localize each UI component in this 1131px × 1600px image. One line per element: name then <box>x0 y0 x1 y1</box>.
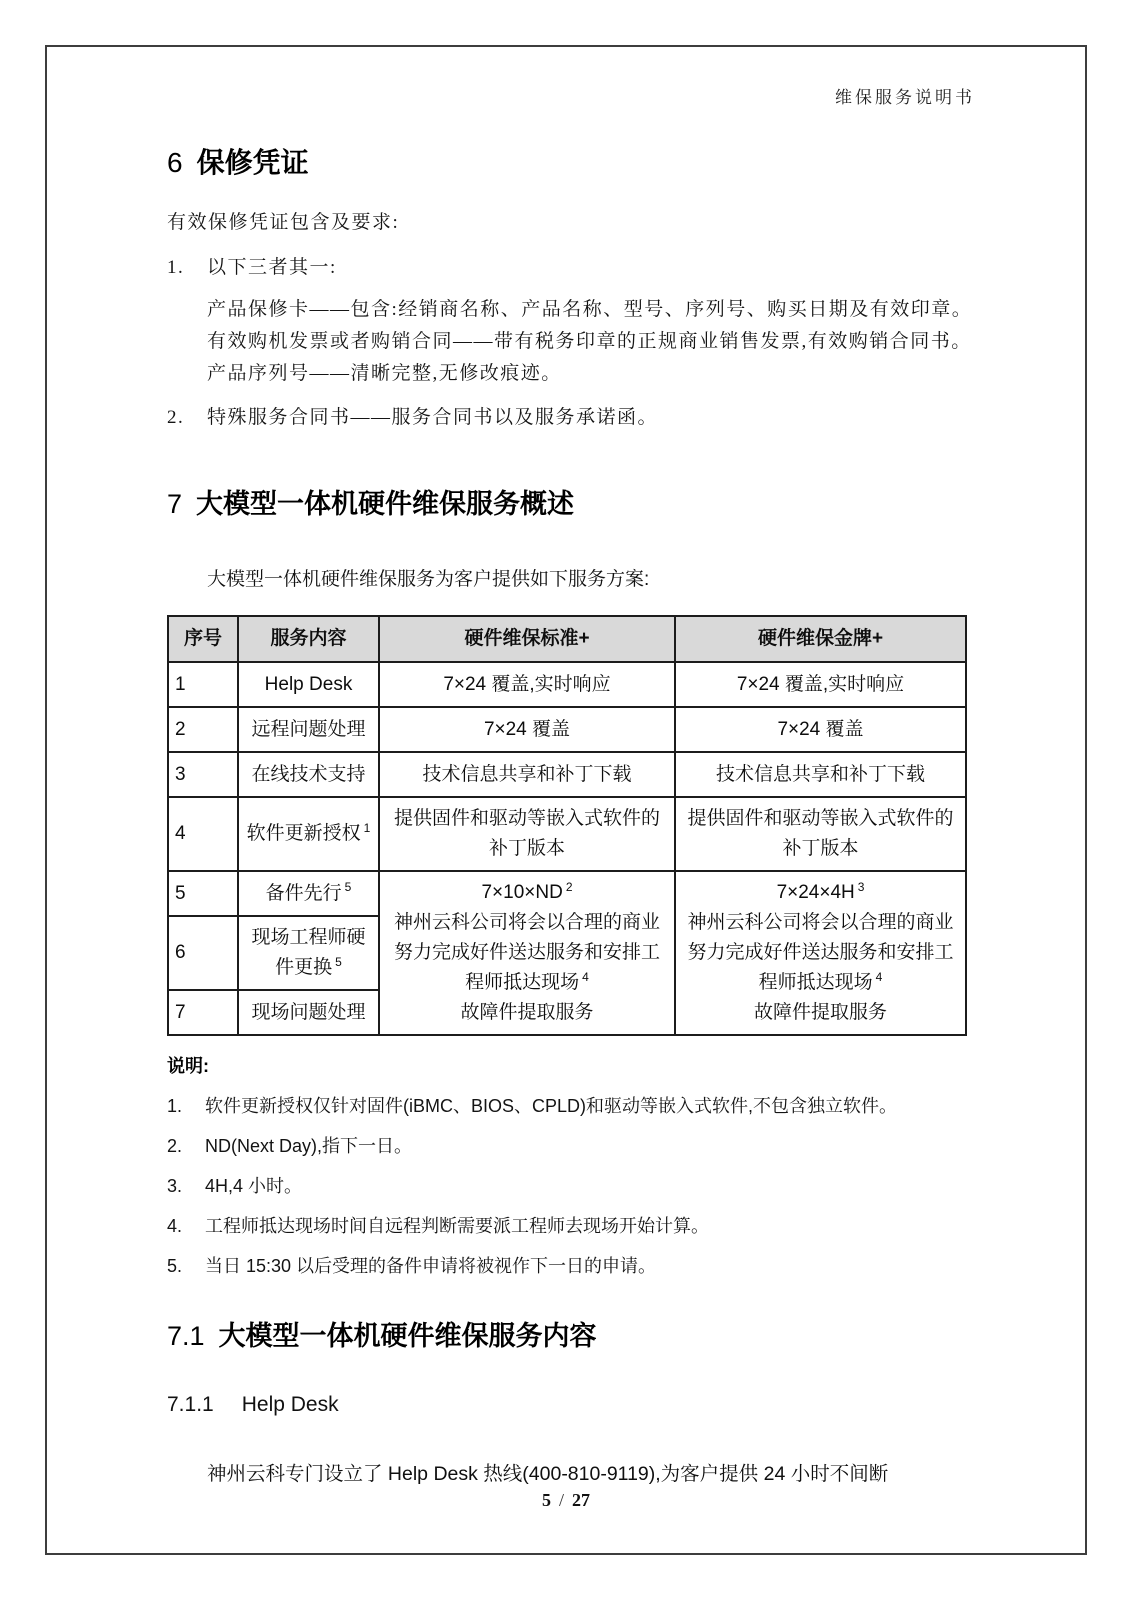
cell-index: 1 <box>168 662 238 707</box>
footnote-ref: 2 <box>565 879 573 894</box>
page-number-separator: / <box>558 1490 564 1510</box>
sla-description <box>682 908 959 998</box>
footnote-ref: 5 <box>344 880 352 895</box>
cell-service-text: 现场工程师硬件更换 <box>251 927 366 978</box>
cell-standard: 7×24 覆盖 <box>379 707 675 752</box>
cell-standard: 提供固件和驱动等嵌入式软件的补丁版本 <box>379 797 675 871</box>
footnote-ref: 4 <box>582 969 589 984</box>
warranty-proof-list <box>167 254 975 432</box>
list-item-text: 特殊服务合同书——服务合同书以及服务承诺函。 <box>207 407 659 428</box>
section-7-1-number: 7.1 <box>167 1321 205 1351</box>
note-text: ND(Next Day),指下一日。 <box>205 1136 413 1156</box>
cell-service: Help Desk <box>238 662 379 707</box>
sla-extra: 故障件提取服务 <box>460 1002 594 1023</box>
cell-index: 5 <box>168 871 238 916</box>
list-item-text: 以下三者其一: <box>207 257 337 278</box>
footnote-ref: 1 <box>363 820 371 835</box>
section-7-heading <box>167 488 975 521</box>
section-6-heading <box>167 146 975 180</box>
notes-label: 说明: <box>167 1056 209 1076</box>
cell-standard-merged <box>379 871 675 1035</box>
note-number: 1. <box>167 1096 183 1116</box>
note-text: 工程师抵达现场时间自远程判断需要派工程师去现场开始计算。 <box>205 1216 709 1236</box>
notes-list <box>167 1095 975 1278</box>
sla-text: 7×24×4H <box>776 882 855 903</box>
cell-index: 3 <box>168 752 238 797</box>
table-row <box>168 707 966 752</box>
cell-gold: 7×24 覆盖,实时响应 <box>675 662 966 707</box>
sla-description <box>386 908 668 998</box>
section-7-1-1-number: 7.1.1 <box>167 1393 214 1416</box>
column-header-service: 服务内容 <box>238 616 379 662</box>
note-item <box>167 1095 975 1118</box>
note-item <box>167 1135 975 1158</box>
helpdesk-paragraph: 神州云科专门设立了 Help Desk 热线(400-810-9119),为客户提供 24 小时不间断 <box>207 1463 889 1485</box>
column-header-index: 序号 <box>168 616 238 662</box>
cell-service <box>238 871 379 916</box>
note-number: 2. <box>167 1136 183 1156</box>
cell-index: 4 <box>168 797 238 871</box>
footnote-ref: 3 <box>857 879 865 894</box>
service-plan-table <box>167 615 967 1036</box>
note-item <box>167 1215 975 1238</box>
cell-index: 6 <box>168 916 238 990</box>
cell-service: 远程问题处理 <box>238 707 379 752</box>
sla-description-text: 神州云科公司将会以合理的商业努力完成好件送达服务和安排工程师抵达现场 <box>393 912 660 993</box>
page-number-total: 27 <box>572 1490 590 1510</box>
page-border <box>45 45 1087 1555</box>
note-item <box>167 1255 975 1278</box>
list-item <box>167 404 975 432</box>
page-number-current: 5 <box>541 1490 551 1510</box>
footnote-ref: 4 <box>875 969 883 984</box>
cell-service: 现场问题处理 <box>238 990 379 1035</box>
section-7-1-title: 大模型一体机硬件维保服务内容 <box>218 1321 597 1351</box>
sla-description-text: 神州云科公司将会以合理的商业努力完成好件送达服务和安排工程师抵达现场 <box>687 912 954 993</box>
note-item <box>167 1175 975 1198</box>
list-item-number: 2. <box>167 407 185 428</box>
table-row <box>168 797 966 871</box>
cell-gold: 技术信息共享和补丁下载 <box>675 752 966 797</box>
note-number: 5. <box>167 1256 183 1276</box>
sla-text: 7×10×ND <box>481 882 563 903</box>
table-row <box>168 752 966 797</box>
sla-line <box>386 878 668 908</box>
cell-service: 在线技术支持 <box>238 752 379 797</box>
cell-service <box>238 797 379 871</box>
list-item <box>167 254 975 282</box>
list-item-sub-block <box>167 294 975 390</box>
section-7-1-1-heading <box>167 1393 975 1417</box>
page-footer <box>47 1490 1085 1511</box>
section-6-intro: 有效保修凭证包含及要求: <box>167 212 400 233</box>
cell-gold: 提供固件和驱动等嵌入式软件的补丁版本 <box>675 797 966 871</box>
section-7-title: 大模型一体机硬件维保服务概述 <box>196 489 575 519</box>
table-header-row <box>168 616 966 662</box>
section-7-1-heading <box>167 1320 975 1353</box>
list-item-number: 1. <box>167 257 185 278</box>
sla-extra: 故障件提取服务 <box>753 1002 887 1023</box>
sub-line-serial-number: 产品序列号——清晰完整,无修改痕迹。 <box>207 363 562 384</box>
document-header-title: 维保服务说明书 <box>835 88 975 107</box>
note-number: 4. <box>167 1216 183 1236</box>
table-row <box>168 662 966 707</box>
cell-service-text: 备件先行 <box>265 882 342 904</box>
page-content <box>47 47 1085 1488</box>
section-7-intro: 大模型一体机硬件维保服务为客户提供如下服务方案: <box>207 569 650 590</box>
section-6-number: 6 <box>167 147 183 178</box>
cell-service-text: 软件更新授权 <box>246 823 361 844</box>
note-text: 4H,4 小时。 <box>205 1176 303 1196</box>
sub-line-invoice: 有效购机发票或者购销合同——带有税务印章的正规商业销售发票,有效购销合同书。 <box>207 331 972 352</box>
section-7-number: 7 <box>167 489 183 519</box>
sub-line-warranty-card: 产品保修卡——包含:经销商名称、产品名称、型号、序列号、购买日期及有效印章。 <box>207 299 973 320</box>
table-row <box>168 871 966 916</box>
cell-standard: 技术信息共享和补丁下载 <box>379 752 675 797</box>
footnote-ref: 5 <box>335 954 342 969</box>
cell-standard: 7×24 覆盖,实时响应 <box>379 662 675 707</box>
cell-index: 2 <box>168 707 238 752</box>
cell-service <box>238 916 379 990</box>
column-header-standard-plan: 硬件维保标准+ <box>379 616 675 662</box>
section-7-1-1-title: Help Desk <box>241 1393 339 1416</box>
column-header-gold-plan: 硬件维保金牌+ <box>675 616 966 662</box>
note-text: 当日 15:30 以后受理的备件申请将被视作下一日的申请。 <box>205 1256 657 1276</box>
section-6-title: 保修凭证 <box>196 147 309 178</box>
cell-gold-merged <box>675 871 966 1035</box>
note-text: 软件更新授权仅针对固件(iBMC、BIOS、CPLD)和驱动等嵌入式软件,不包含独立软件。 <box>205 1096 898 1116</box>
note-number: 3. <box>167 1176 183 1196</box>
cell-gold: 7×24 覆盖 <box>675 707 966 752</box>
sla-line <box>682 878 959 908</box>
cell-index: 7 <box>168 990 238 1035</box>
